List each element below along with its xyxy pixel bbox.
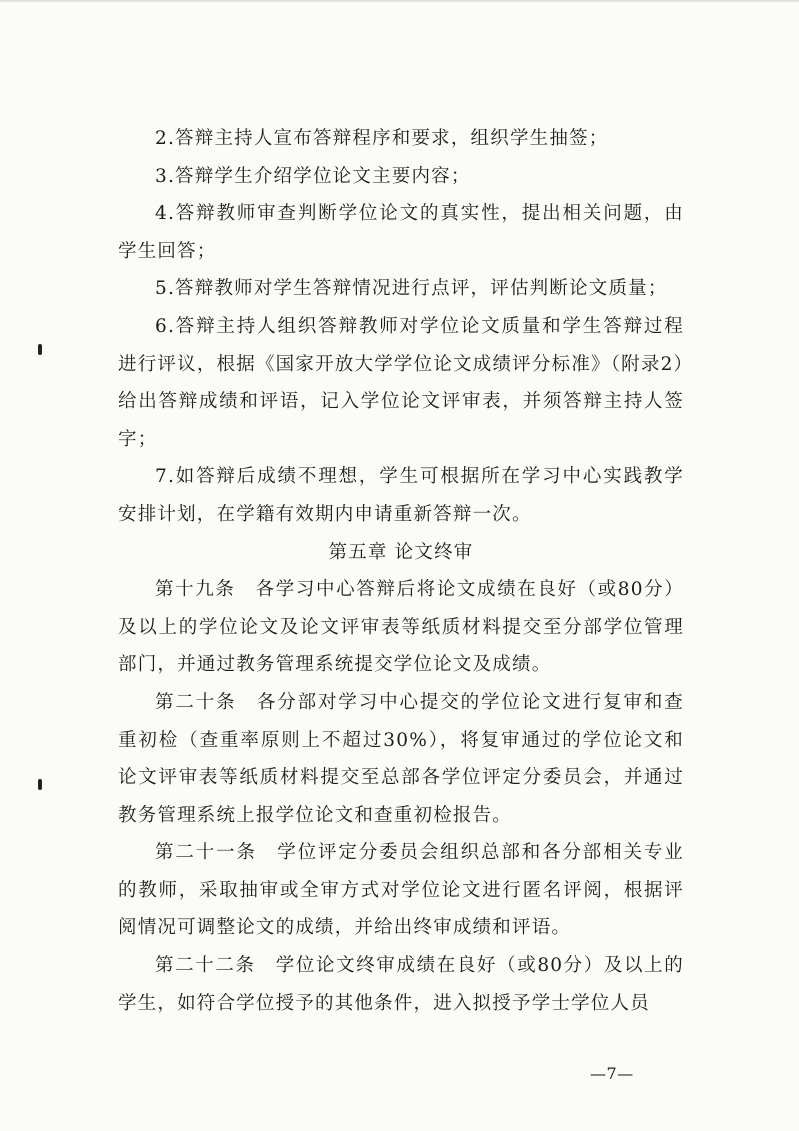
article-paragraph: 第二十二条 学位论文终审成绩在良好（或80分）及以上的学生，如符合学位授予的其他条件，进入拟授予学士学位人员: [118, 955, 684, 1014]
procedure-item: 3.答辩学生介绍学位论文主要内容；: [155, 165, 471, 187]
binding-mark: [38, 779, 42, 790]
article-paragraph: 第十九条 各学习中心答辩后将论文成绩在良好（或80分）及以上的学位论文及论文评审表等纸质材料提交至分部学位管理部门，并通过教务管理系统提交学位论文及成绩。: [118, 579, 684, 676]
procedure-item: 5.答辩教师对学生答辩情况进行点评，评估判断论文质量；: [155, 278, 668, 300]
article-paragraph: 第二十条 各分部对学习中心提交的学位论文进行复审和查重初检（查重率原则上不超过30%），将复审通过的学位论文和论文评审表等纸质材料提交至总部各学位评定分委员会，并通过教务管理系统上报学位论文和查重初检报告。: [118, 691, 684, 826]
article-paragraph: 第二十一条 学位评定分委员会组织总部和各分部相关专业的教师，采取抽审或全审方式对学位论文进行匿名评阅，根据评阅情况可调整论文的成绩，并给出终审成绩和评语。: [118, 842, 684, 939]
procedure-item: 4.答辩教师审查判断学位论文的真实性，提出相关问题，由学生回答；: [118, 203, 684, 262]
chapter-title: 第五章 论文终审: [328, 541, 474, 563]
procedure-item: 6.答辩主持人组织答辩教师对学位论文质量和学生答辩过程进行评议，根据《国家开放大学学位论文成绩评分标准》（附录2）给出答辩成绩和评语，记入学位论文评审表，并须答辩主持人签字；: [118, 315, 684, 450]
binding-mark: [38, 344, 42, 355]
scan-edge: [0, 0, 799, 3]
page-body: [118, 120, 684, 1022]
procedure-item: 7.如答辩后成绩不理想，学生可根据所在学习中心实践教学安排计划，在学籍有效期内申请重新答辩一次。: [118, 466, 684, 525]
page-number: —7—: [590, 1064, 634, 1083]
procedure-item: 2.答辩主持人宣布答辩程序和要求，组织学生抽签；: [155, 128, 609, 149]
